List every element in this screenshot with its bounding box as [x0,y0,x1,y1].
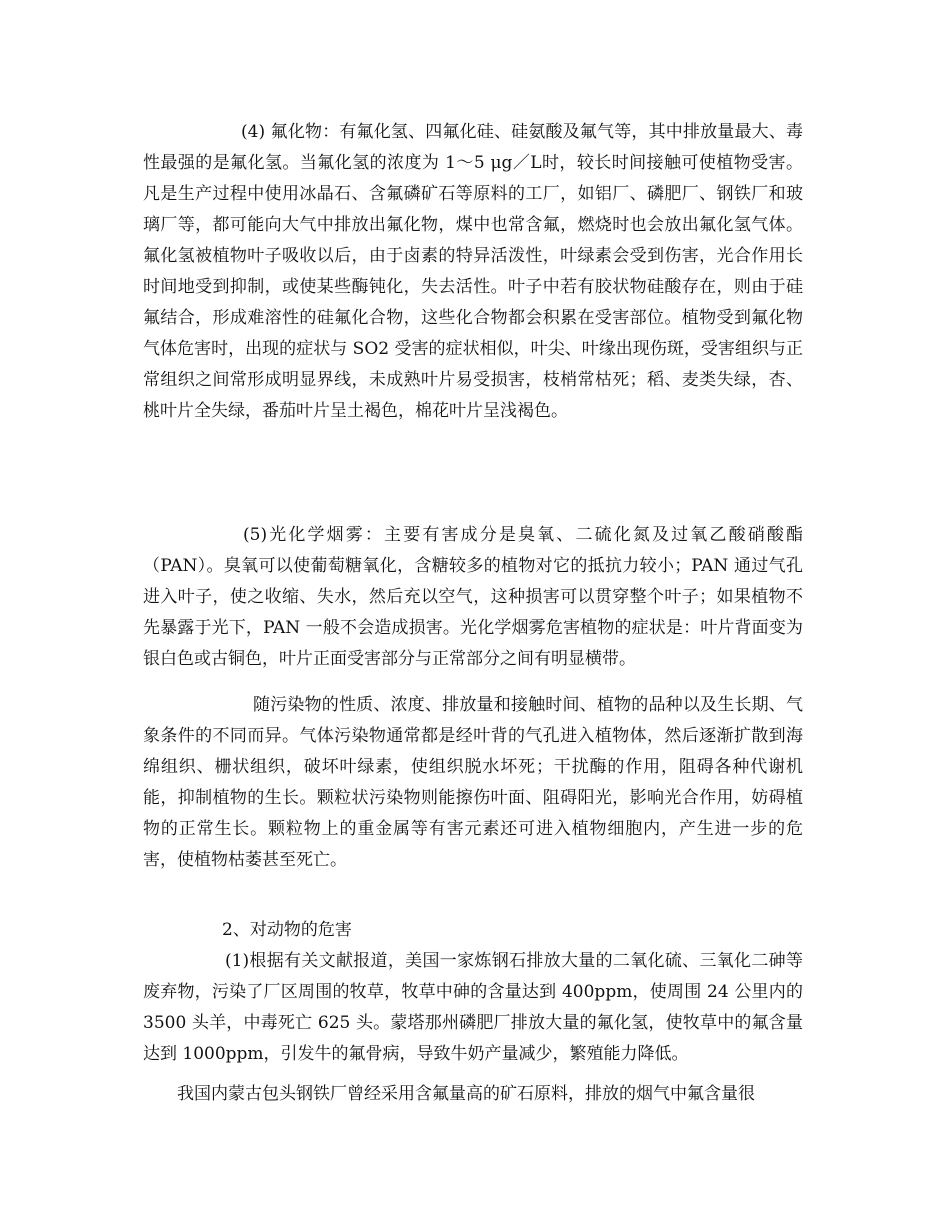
paragraph-pollutant-effects: 随污染物的性质、浓度、排放量和接触时间、植物的品种以及生长期、气象条件的不同而异。气体污染物通常都是经叶背的气孔进入植物体，然后逐渐扩散到海绵组织、栅状组织，破坏叶绿素，使组织脱水坏死；干扰酶的作用，阻碍各种代谢机能，抑制植物的生长。颗粒状污染物则能擦伤叶面、阻碍阳光，影响光合作用，妨碍植物的正常生长。颗粒物上的重金属等有害元素还可进入植物细胞内，产生进一步的危害，使植物枯萎甚至死亡。 [143,695,803,870]
paragraph-photochemical-smog: (5)光化学烟雾：主要有害成分是臭氧、二硫化氮及过氧乙酸硝酸酯（PAN）。臭氧可以使葡萄糖氧化，含糖较多的植物对它的抵抗力较小；PAN 通过气孔进入叶子，使之收缩、失水，然后充以空气，这种损害可以贯穿整个叶子；如果植物不先暴露于光下，PAN 一般不会造成损害。光化学烟雾危害植物的症状是：叶片背面变为银白色或古铜色，叶片正面受害部分与正常部分之间有明显横带。 [143,525,803,669]
section-heading-animal-harm: 2、对动物的危害 [222,920,352,940]
paragraph-baotou-case: 我国内蒙古包头钢铁厂曾经采用含氟量高的矿石原料，排放的烟气中氟含量很 [177,1084,755,1104]
paragraph-us-case: (1)根据有关文献报道，美国一家炼钢石排放大量的二氧化硫、三氧化二砷等废弃物，污染了厂区周围的牧草，牧草中砷的含量达到 400ppm，使周围 24 公里内的 3500 头羊，中毒死亡 625 头。蒙塔那州磷肥厂排放大量的氟化氢，使牧草中的氟含量达到 1000ppm，引发牛的氟骨病，导致牛奶产量减少，繁殖能力降低。 [143,951,803,1064]
paragraph-fluorides: (4) 氟化物：有氟化氢、四氟化硅、硅氨酸及氟气等，其中排放量最大、毒性最强的是氟化氢。当氟化氢的浓度为 1～5 μg／L时，较长时间接触可使植物受害。凡是生产过程中使用冰晶石、含氟磷矿石等原料的工厂，如铝厂、磷肥厂、钢铁厂和玻璃厂等，都可能向大气中排放出氟化物，煤中也常含氟，燃烧时也会放出氟化氢气体。氟化氢被植物叶子吸收以后，由于卤素的特异活泼性，叶绿素会受到伤害，光合作用长时间地受到抑制，或使某些酶钝化，失去活性。叶子中若有胶状物硅酸存在，则由于硅氟结合，形成难溶性的硅氟化合物，这些化合物都会积累在受害部位。植物受到氟化物气体危害时，出现的症状与 SO2 受害的症状相似，叶尖、叶缘出现伤斑，受害组织与正常组织之间常形成明显界线，未成熟叶片易受损害，枝梢常枯死；稻、麦类失绿，杏、桃叶片全失绿，番茄叶片呈土褐色，棉花叶片呈浅褐色。 [143,122,803,421]
